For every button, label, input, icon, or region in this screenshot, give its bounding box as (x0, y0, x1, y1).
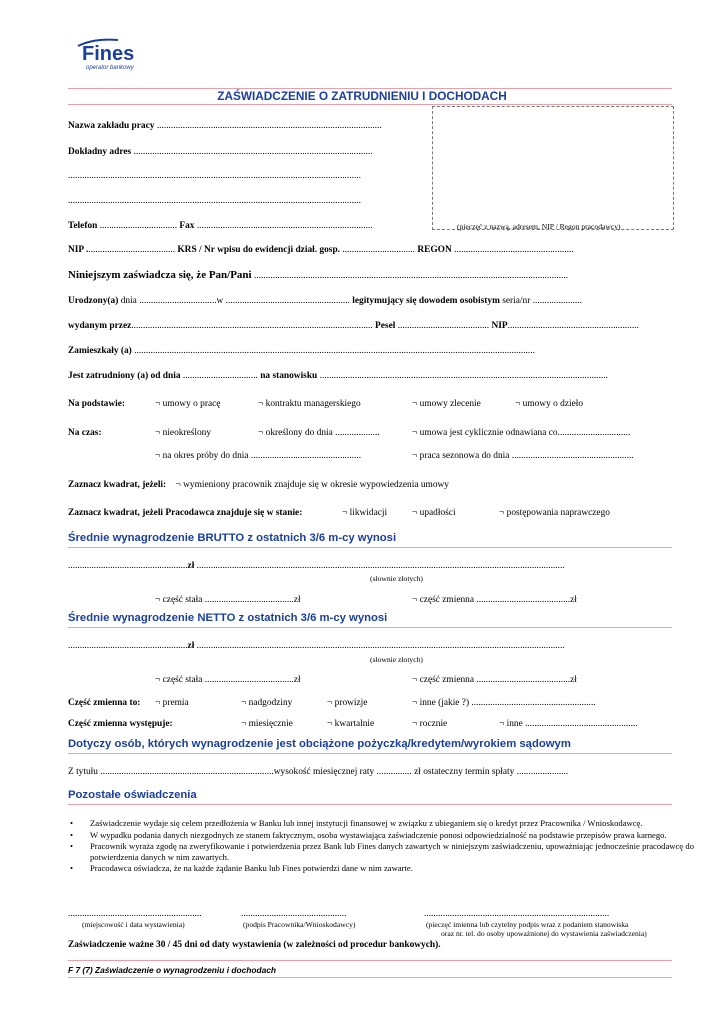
employer-stamp-caption-1: (pieczęć imienna lub czytelny podpis wraz z podaniem stanowiska (426, 920, 629, 929)
checkbox-dzielo[interactable]: ¬ umowy o dzieło (515, 399, 584, 409)
issued-row[interactable] (68, 320, 639, 332)
basis-label: Na podstawie: (68, 399, 126, 409)
text: seria/nr (502, 296, 531, 306)
label: KRS / Nr wpisu do ewidencji dział. gosp. (177, 245, 341, 255)
label: Urodzony(a) (68, 296, 119, 306)
employee-signature-caption: (podpis Pracownika/Wnioskodawcy) (243, 920, 356, 929)
variable-occurs-label: Część zmienna występuje: (68, 719, 173, 729)
logo-tagline: operator bankowy (86, 65, 134, 71)
nip-row[interactable] (68, 244, 574, 256)
dots: ................................................................................................ (156, 121, 382, 131)
dots: ........................................................ (507, 321, 639, 331)
label: NIP (491, 321, 508, 331)
employer-state-label: Zaznacz kwadrat, jeżeli Pracodawca znajduje się w stanie: (68, 508, 303, 518)
dots: .......................................................................... (100, 767, 274, 777)
dots: ................................................... (68, 561, 188, 571)
stamp-caption: (pieczęć z nazwą, adresem, NIP / Regon pracodawcy) (457, 222, 621, 231)
checkbox-okreslony[interactable]: ¬ określony do dnia ................... (258, 428, 380, 438)
netto-heading: Średnie wynagrodzenie NETTO z ostatnich 3/6 m-cy wynosi (68, 612, 388, 624)
label: REGON (417, 245, 452, 255)
brutto-amount-row[interactable] (68, 560, 565, 572)
logo-brand: Fines (82, 43, 135, 65)
checkbox-prowizje[interactable]: ¬ prowizje (327, 698, 368, 708)
checkbox-inne[interactable]: ¬ inne ................................................ (499, 719, 638, 729)
dots: ................................. (99, 221, 178, 231)
dots: ..................................... (88, 245, 176, 255)
dots: ............................................................................................................................................................. (196, 561, 565, 571)
dots: ....................................... (397, 321, 490, 331)
zl: zł (187, 641, 195, 651)
address-line-2[interactable]: ............................................................................................................................. (68, 196, 361, 206)
statement-text: Zaświadczenie wydaje się celem przedłożenia w Banku lub innej instytucji finansowej w związku z ubieganiem się o kredyt przez Pracownika / Wnioskodawcę. (90, 818, 643, 828)
label: na stanowisku (260, 371, 318, 381)
label: Zamieszkały (a) (68, 346, 132, 356)
stamp-box[interactable] (432, 106, 674, 230)
checkbox-cyklicznie[interactable]: ¬ umowa jest cyklicznie odnawiana co............................... (412, 428, 631, 438)
label: Fax (179, 221, 195, 231)
checkbox-wypowiedzenie[interactable]: ¬ wymieniony pracownik znajduje się w okresie wypowiedzenia umowy (175, 480, 449, 490)
page-title: ZAŚWIADCZENIE O ZATRUDNIENIU I DOCHODACH (217, 89, 507, 103)
list-item (70, 863, 694, 874)
dots: ...................... (516, 767, 569, 777)
statement-text: Pracodawca oświadcza, że na każde żądanie Banku lub Fines potwierdzi dane w nim zawarte. (90, 863, 413, 874)
bullet-icon: • (70, 841, 74, 852)
brutto-heading: Średnie wynagrodzenie BRUTTO z ostatnich 3/6 m-cy wynosi (68, 532, 397, 544)
checkbox-premia[interactable]: ¬ premia (155, 698, 189, 708)
label: Telefon (68, 221, 98, 231)
checkbox-nadgodziny[interactable]: ¬ nadgodziny (241, 698, 293, 708)
residence-row[interactable] (68, 345, 535, 357)
netto-variable-part[interactable]: ¬ część zmienna ........................................zł (412, 675, 577, 685)
footer: F 7 (7) Zaświadczenie o wynagrodzeniu i dochodach (68, 965, 277, 975)
slownie-caption: (słownie złotych) (370, 655, 423, 664)
checkbox-sezonowa[interactable]: ¬ praca sezonowa do dnia .................................................... (412, 451, 634, 461)
checkbox-umowa-o-prace[interactable]: ¬ umowy o pracę (155, 399, 221, 409)
loans-row[interactable] (68, 766, 568, 778)
place-date-caption: (miejscowość i data wystawienia) (82, 920, 185, 929)
checkbox-proba[interactable]: ¬ na okres próby do dnia ............................................... (155, 451, 362, 461)
employer-stamp-caption-2: oraz nr. tel. do osoby upoważnionej do wystawienia zaświadczenia) (441, 929, 647, 938)
slownie-caption: (słownie złotych) (370, 574, 423, 583)
statement-text: W wypadku podania danych niezgodnych ze stanem faktycznym, osoba wystawiająca zaświadczenie ponosi odpowiedzialność na podstawie przepisów prawa karnego. (90, 829, 667, 840)
label: wysokość miesięcznej raty (273, 767, 375, 777)
dots: ................................. (139, 296, 217, 306)
variable-to-label: Część zmienna to: (68, 698, 141, 708)
checkbox-zlecenie[interactable]: ¬ umowy zlecenie (412, 399, 481, 409)
checkbox-rocznie[interactable]: ¬ rocznie (412, 719, 448, 729)
checkbox-likwidacji[interactable]: ¬ likwidacji (342, 508, 388, 518)
dots: ...................................................................................................................................... (253, 271, 569, 281)
dots: ................................................... (68, 641, 188, 651)
label: Zaznacz kwadrat, jeżeli: (68, 480, 167, 490)
dots: ..................................................... (225, 296, 350, 306)
dots: ...................................................................................................... (133, 147, 373, 157)
company-name-field[interactable] (68, 120, 382, 132)
label: Niniejszym zaświadcza się, że Pan/Pani (68, 269, 252, 281)
validity-note: Zaświadczenie ważne 30 / 45 dni od daty wystawienia (w zależności od procedur bankowych). (68, 940, 441, 950)
label: Z tytułu (68, 767, 98, 777)
brutto-fixed-part[interactable]: ¬ część stała ......................................zł (155, 595, 301, 605)
list-item (70, 818, 694, 829)
notice-row[interactable] (68, 479, 449, 491)
address-line-1[interactable]: ............................................................................................................................. (68, 171, 361, 181)
list-item (70, 841, 694, 862)
label: Pesel (375, 321, 396, 331)
label: legitymujący się dowodem osobistym (352, 296, 500, 306)
divider (68, 547, 672, 548)
divider (68, 753, 672, 754)
checkbox-kwartalnie[interactable]: ¬ kwartalnie (327, 719, 375, 729)
phone-fax-field[interactable] (68, 220, 373, 232)
label: wydanym przez (68, 321, 132, 331)
dots: ....................................................................................................... (131, 321, 373, 331)
dots: ............................... (342, 245, 416, 255)
employee-signature-field[interactable]: ............................................. (241, 909, 347, 919)
text: dnia (120, 296, 137, 306)
other-heading: Pozostałe oświadczenia (68, 789, 197, 801)
dots: ............................................................................................................................................................. (196, 641, 565, 651)
brutto-variable-part[interactable]: ¬ część zmienna ........................................zł (412, 595, 577, 605)
checkbox-upadlosci[interactable]: ¬ upadłości (412, 508, 456, 518)
dots: ........................................................................................................................................................................... (134, 346, 535, 356)
label: zł ostateczny termin spłaty (414, 767, 515, 777)
loans-heading: Dotyczy osób, których wynagrodzenie jest obciążone pożyczką/kredytem/wyrokiem sądowym (68, 738, 571, 750)
divider (68, 804, 672, 805)
divider (68, 960, 672, 961)
dots: ................................ (182, 371, 258, 381)
divider (68, 977, 672, 978)
address-field[interactable] (68, 146, 373, 158)
period-label: Na czas: (68, 428, 102, 438)
fines-logo (74, 36, 154, 76)
dots: ........................................................................... (196, 221, 373, 231)
employer-stamp-field[interactable]: ............................................................................... (424, 909, 610, 919)
place-date-field[interactable]: ......................................................... (68, 909, 202, 919)
checkbox-naprawczego[interactable]: ¬ postępowania naprawczego (499, 508, 610, 518)
checkbox-inne-jakie[interactable]: ¬ inne (jakie ?) ..................................................... (412, 698, 596, 708)
bullet-icon: • (70, 829, 74, 840)
statements-list (68, 818, 694, 875)
label: Dokładny adres (68, 147, 132, 157)
dots: ............... (376, 767, 412, 777)
list-item (70, 829, 694, 841)
dots: ........................................................................................................................... (319, 371, 608, 381)
dots: ................................................... (454, 245, 574, 255)
checkbox-kontrakt[interactable]: ¬ kontraktu managerskiego (258, 399, 361, 409)
checkbox-nieokreslony[interactable]: ¬ nieokreślony (155, 428, 212, 438)
bullet-icon: • (70, 863, 74, 874)
text: w (216, 296, 224, 306)
zl: zł (187, 561, 195, 571)
netto-amount-row[interactable] (68, 640, 565, 652)
statement-text: Pracownik wyraża zgodę na zweryfikowanie i potwierdzenia przez Bank lub Fines danych zawartych w niniejszym zaświadczeniu, upoważniając jednocześnie pracodawcę do potwierdzenia danych w nim zawartych. (90, 841, 694, 862)
certify-row[interactable] (68, 269, 568, 282)
bullet-icon: • (70, 818, 74, 828)
label: NIP . (68, 245, 89, 255)
dots: ..................... (532, 296, 582, 306)
logo-swoosh-icon (74, 36, 154, 76)
born-row[interactable] (68, 295, 582, 307)
netto-fixed-part[interactable]: ¬ część stała ......................................zł (155, 675, 301, 685)
checkbox-miesiecznie[interactable]: ¬ miesięcznie (241, 719, 293, 729)
label: Nazwa zakładu pracy (68, 121, 155, 131)
divider (68, 104, 672, 105)
label: Jest zatrudniony (a) od dnia (68, 371, 181, 381)
employment-row[interactable] (68, 370, 608, 382)
divider (68, 627, 672, 628)
